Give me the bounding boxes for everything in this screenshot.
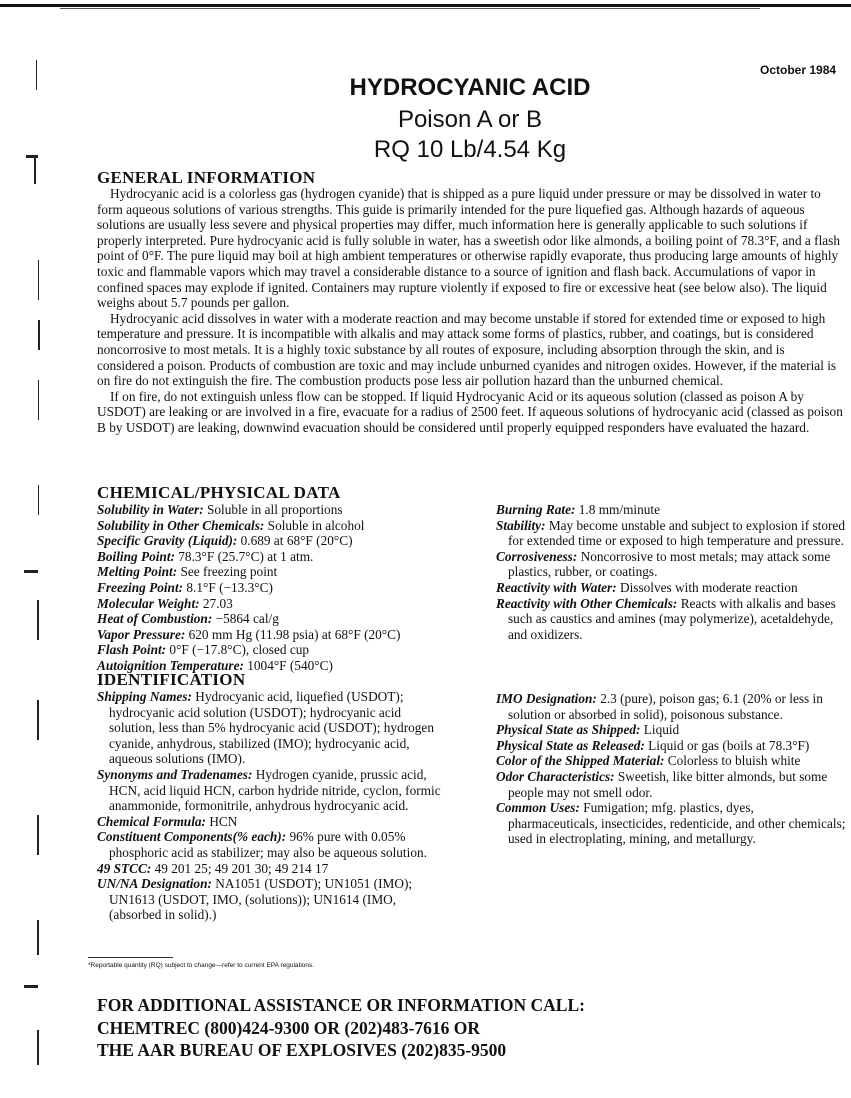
field-label: Constituent Components(% each): bbox=[97, 829, 287, 845]
contact-line: CHEMTREC (800)424-9300 OR (202)483-7616 OR bbox=[97, 1017, 481, 1038]
field-label: Reactivity with Other Chemicals: bbox=[496, 595, 678, 611]
field-value: 0.689 at 68°F (20°C) bbox=[240, 533, 353, 549]
binder-mark bbox=[37, 920, 39, 955]
field-label: Odor Characteristics: bbox=[496, 768, 615, 784]
data-field bbox=[496, 738, 846, 754]
field-label: Heat of Combustion: bbox=[97, 611, 213, 627]
data-field bbox=[496, 502, 846, 518]
data-field bbox=[97, 502, 487, 518]
footnote: *Reportable quantity (RQ) subject to change—refer to current EPA regulations. bbox=[88, 962, 315, 969]
contact-info bbox=[97, 994, 585, 1062]
field-value: 1004°F (540°C) bbox=[247, 657, 333, 673]
field-label: Molecular Weight: bbox=[97, 595, 200, 611]
field-label: Vapor Pressure: bbox=[97, 626, 186, 642]
data-field bbox=[496, 800, 846, 847]
field-label: Boiling Point: bbox=[97, 548, 175, 564]
data-field bbox=[97, 814, 442, 830]
document-title: HYDROCYANIC ACID bbox=[349, 74, 591, 101]
data-field bbox=[496, 518, 846, 549]
document-subtitle: Poison A or B bbox=[397, 106, 543, 133]
data-field bbox=[97, 533, 487, 549]
data-field bbox=[97, 767, 442, 814]
paragraph: Hydrocyanic acid dissolves in water with a moderate reaction and may become unstable if stored for extended time or exposed to high temperature and pressure. It is incompatible with alkalis and may attack some forms of plastics, rubber, and coatings, but is considered noncorrosive to most metals. It is a highly toxic substance by all routes of exposure, including absorption through the skin, and is considered a poison. Products of combustion are toxic and may include unburned cyanides and nitrogen oxides. However, if the material is on fire do not extinguish the fire. The combustion products pose less air pollution hazard than the unburned chemical. bbox=[97, 310, 837, 389]
field-label: Stability: bbox=[496, 517, 546, 533]
document-date: October 1984 bbox=[760, 63, 837, 77]
field-value: May become unstable and subject to explosion if stored for extended time or exposed to high temperature and pressure. bbox=[508, 517, 845, 549]
data-field bbox=[496, 722, 846, 738]
binder-mark bbox=[37, 700, 39, 740]
data-field bbox=[496, 596, 846, 643]
field-label: Corrosiveness: bbox=[496, 548, 578, 564]
field-value: Fumigation; mfg. plastics, dyes, pharmaceuticals, insecticides, redenticide, and other chemicals; used in electroplating, mining, and metallurgy. bbox=[508, 800, 846, 847]
field-value: 2.3 (pure), poison gas; 6.1 (20% or less in solution or absorbed in solid), poisonous substance. bbox=[508, 691, 823, 722]
field-value: Reacts with alkalis and bases such as caustics and amines (may polymerize), acetaldehyde, and oxidizers. bbox=[508, 595, 836, 642]
field-value: Sweetish, like bitter almonds, but some people may not smell odor. bbox=[508, 768, 828, 800]
field-label: Color of the Shipped Material: bbox=[496, 753, 665, 769]
field-value: HCN bbox=[209, 813, 238, 829]
field-label: Freezing Point: bbox=[97, 579, 184, 595]
footnote-rule bbox=[88, 957, 173, 958]
reportable-quantity: RQ 10 Lb/4.54 Kg bbox=[373, 136, 567, 163]
contact-line: FOR ADDITIONAL ASSISTANCE OR INFORMATION CALL: bbox=[97, 995, 585, 1015]
field-value: NA1051 (USDOT); UN1051 (IMO); UN1613 (USDOT, IMO, (solutions)); UN1614 (IMO, (absorbed in solid).) bbox=[109, 876, 413, 923]
data-field bbox=[97, 876, 442, 923]
data-field bbox=[97, 829, 442, 860]
data-field bbox=[97, 549, 487, 565]
binder-mark bbox=[24, 570, 38, 573]
top-rule-thin bbox=[60, 8, 760, 9]
field-label: Shipping Names: bbox=[97, 689, 192, 704]
data-field bbox=[97, 861, 442, 877]
data-field bbox=[97, 596, 487, 612]
chemical-data-heading: CHEMICAL/PHYSICAL DATA bbox=[97, 483, 341, 502]
field-label: 49 STCC: bbox=[97, 860, 152, 876]
field-value: 27.03 bbox=[202, 595, 233, 611]
data-field bbox=[496, 580, 846, 596]
binder-mark bbox=[38, 320, 40, 350]
data-field bbox=[97, 518, 487, 534]
field-value: Noncorrosive to most metals; may attack some plastics, rubber, or coatings. bbox=[508, 548, 831, 580]
field-label: Melting Point: bbox=[97, 564, 178, 580]
data-field bbox=[97, 642, 487, 658]
data-field bbox=[496, 549, 846, 580]
field-label: IMO Designation: bbox=[496, 691, 597, 706]
binder-mark bbox=[37, 600, 39, 640]
contact-line: THE AAR BUREAU OF EXPLOSIVES (202)835-9500 bbox=[97, 1040, 507, 1060]
field-value: 96% pure with 0.05% phosphoric acid as stabilizer; may also be aqueous solution. bbox=[109, 829, 427, 860]
data-field bbox=[97, 564, 487, 580]
binder-mark bbox=[38, 380, 39, 420]
field-value: Hydrocyanic acid, liquefied (USDOT); hydrocyanic acid solution (USDOT); hydrocyanic acid solution, less than 5% hydrocyanic acid (USDOT); hydrogen cyanide, anhydrous, stabilized (IMO); hydrocyanic acid, aqueous solutions (IMO). bbox=[109, 689, 434, 767]
field-value: Soluble in all proportions bbox=[206, 502, 343, 517]
identification-heading: IDENTIFICATION bbox=[97, 670, 246, 689]
binder-mark bbox=[38, 260, 39, 300]
binder-mark bbox=[38, 485, 39, 515]
paragraph: If on fire, do not extinguish unless flow can be stopped. If liquid Hydrocyanic Acid or its aqueous solution (classed as poison A by USDOT) are leaking or are involved in a fire, evacuate for a radius of 2500 feet. If aqueous solutions of hydrocyanic acid (classed as poison B by USDOT) are leaking, downwind evacuation should be considered until properly equipped responders have evaluated the hazard. bbox=[97, 388, 843, 435]
field-label: Physical State as Released: bbox=[496, 737, 645, 753]
data-field bbox=[97, 580, 487, 596]
identification-right bbox=[496, 691, 846, 847]
field-label: Burning Rate: bbox=[496, 502, 576, 517]
field-label: Solubility in Other Chemicals: bbox=[97, 517, 265, 533]
field-value: 0°F (−17.8°C), closed cup bbox=[169, 642, 310, 658]
field-value: Liquid bbox=[643, 722, 680, 738]
field-label: Flash Point: bbox=[97, 642, 167, 658]
field-label: Solubility in Water: bbox=[97, 502, 204, 517]
field-label: Physical State as Shipped: bbox=[496, 722, 641, 738]
paragraph: Hydrocyanic acid is a colorless gas (hydrogen cyanide) that is shipped as a pure liquid under pressure or may be dissolved in water to form aqueous solutions of various strengths. This guide is primarily intended for the pure liquefied gas. Although hazards of aqueous solutions are usually less severe and physical properties may differ, much information here is generally applicable to such solutions if properly interpreted. Pure hydrocyanic acid is fully soluble in water, has a sweetish odor like almonds, a boiling point of 78.3°F, and a flash point of 0°F. The pure liquid may boil at high ambient temperatures or otherwise rapidly evaporate, thus producing large amounts of highly toxic and flammable vapors which may travel a considerable distance to a source of ignition and flash back. Accumulations of vapor in confined spaces may explode if ignited. Containers may rupture violently if exposed to fire or excessive heat (see below also). The liquid weighs about 5.7 pounds per gallon. bbox=[97, 186, 841, 311]
field-label: UN/NA Designation: bbox=[97, 876, 212, 892]
data-field bbox=[496, 753, 846, 769]
data-field bbox=[496, 691, 846, 722]
field-label: Common Uses: bbox=[496, 800, 580, 816]
field-value: Hydrogen cyanide, prussic acid, HCN, acid liquid HCN, carbon hydride nitride, cyclon, formic anammonide, formonitrile, anhydrous hydrocyanic acid. bbox=[109, 766, 441, 814]
field-value: Liquid or gas (boils at 78.3°F) bbox=[648, 737, 810, 753]
field-value: 78.3°F (25.7°C) at 1 atm. bbox=[178, 548, 314, 564]
identification-left bbox=[97, 689, 442, 923]
field-value: See freezing point bbox=[180, 564, 278, 580]
field-label: Autoignition Temperature: bbox=[97, 657, 244, 673]
data-field bbox=[496, 769, 846, 800]
field-value: 8.1°F (−13.3°C) bbox=[186, 579, 273, 595]
field-label: Chemical Formula: bbox=[97, 813, 206, 829]
field-label: Synonyms and Tradenames: bbox=[97, 766, 253, 782]
field-value: Dissolves with moderate reaction bbox=[619, 579, 798, 595]
field-value: −5864 cal/g bbox=[215, 611, 279, 627]
chemical-data-left bbox=[97, 502, 487, 674]
field-value: Colorless to bluish white bbox=[667, 753, 801, 769]
field-label: Specific Gravity (Liquid): bbox=[97, 533, 238, 549]
binder-mark bbox=[37, 1030, 39, 1065]
data-field bbox=[97, 627, 487, 643]
field-value: Soluble in alcohol bbox=[267, 517, 365, 533]
general-info-heading: GENERAL INFORMATION bbox=[97, 168, 316, 187]
field-value: 620 mm Hg (11.98 psia) at 68°F (20°C) bbox=[188, 626, 401, 642]
top-rule bbox=[0, 4, 851, 7]
binder-mark bbox=[37, 815, 39, 855]
binder-mark bbox=[24, 985, 38, 988]
general-info-body bbox=[97, 186, 845, 436]
field-label: Reactivity with Water: bbox=[496, 579, 617, 595]
chemical-data-right bbox=[496, 502, 846, 642]
data-field bbox=[97, 611, 487, 627]
field-value: 1.8 mm/minute bbox=[578, 502, 661, 517]
field-value: 49 201 25; 49 201 30; 49 214 17 bbox=[154, 860, 329, 876]
data-field bbox=[97, 689, 442, 767]
